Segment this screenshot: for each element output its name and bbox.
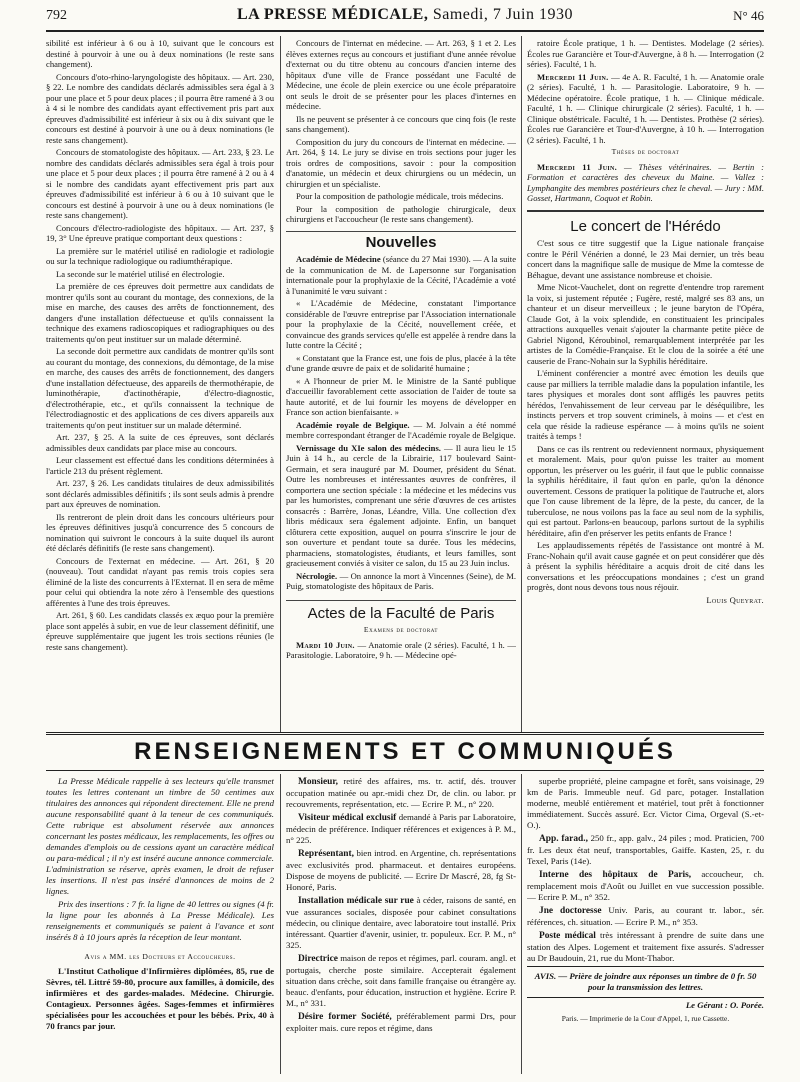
- concert-signature: Louis Queyrat.: [706, 594, 764, 605]
- avis-box: AVIS. — Prière de joindre aux réponses un timbre de 0 fr. 50 pour la transmission des lettres.: [527, 966, 764, 998]
- ads-intro-paragraph: La Presse Médicale rappelle à ses lecteurs qu'elle transmet toutes les lettres contenant un timbre de 50 centimes aux titulaires des annonces qui répondent directement. Elle ne prend aucune responsabilité quant à la teneur de ces communiqués. Cette rubrique est absolument réservée aux annonces concernant les postes médicaux, les remplacements, les offres ou demandes d'emplois ou de cessions ayant un caractère médical ou para-médical ; il n'y est inséré aucune annonce commerciale. L'administration se réserve, après examen, le droit de refuser les insertions. Il n'est pas inséré d'annonces de moins de 2 lignes.: [46, 776, 274, 896]
- avis-docteurs-heading: Avis a MM. les Docteurs et Accoucheurs.: [84, 952, 236, 961]
- nouvelles-item: [286, 443, 516, 569]
- nouvelles-item-text: — Il aura lieu le 15 Juin à 14 h., au cercle de la Librairie, 117 boulevard Saint-Germain, et sera inauguré par M. Doumer, président du Sénat. Outre les nombreuses et intéressantes œuvres de confrères, il comportera une section spéciale : la médecine et les médecins vus par les humoristes, comprenant une série d'œuvres de ces artistes consacrés : Barrère, Jonas, Léandre, Villa. Une collection d'ex libris médicaux sera également adjointe. Enfin, un banquet clôturera cette exposition, auquel on pourra s'inscrire le jour de son ouverture et pendant toute sa durée. Tous les médecins, pharmaciens, stomatologistes, étudiants, et leurs familles, sont gracieusement conviés à visiter ce salon, du 15 au 23 Juin inclus.: [286, 442, 516, 568]
- concert-paragraph: Mme Nicot-Vauchelet, dont on regrette d'entendre trop rarement la voix, si justement réputée ; Fugère, resté, malgré ses 83 ans, un chanteur et un diseur merveilleux ; le jeune baryton de l'Opéra, Claude Got, à la voix splendide, en constituaient les principales attractions auxquelles venait s'ajouter la charmante petite pièce de Gabriel Nigond, Kéroubinol, remarquablement interprétée par les artistes de la Comédie-Française. Et le clou de la soirée a été une causerie de Franc-Nohain sur la Syphilis héréditaire.: [527, 282, 764, 366]
- nouvelles-item-lead: Académie royale de Belgique.: [296, 419, 410, 430]
- faculte-subtitle: Examens de doctorat: [363, 625, 439, 634]
- concert-title: Le concert de l'Hérédo: [570, 217, 721, 235]
- regulation-paragraph: La seconde doit permettre aux candidats de montrer qu'ils sont au courant du montage, des connexions, du démontage, de la mise en marche, des causes des arrêts de fonctionnement, des dangers d'une installation défectueuse, des appareils de thermothérapie, de luminothérapie, d'actinothérapie, d'électro-diagnostic, d'électrothérapie, etc., et qu'ils connaissent la technique de l'électrodiagnostic et des applications de ces divers appareils aux traitements qu'on peut instituer sur un malade déterminé.: [46, 346, 274, 430]
- ads-column-1: [46, 776, 274, 1076]
- nouvelles-item-text: « Constatant que la France est, une fois de plus, placée à la tête d'une grande œuvre de paix et de solidarité humaine ;: [286, 352, 516, 373]
- exam-schedule-text: — 4e A. R. Faculté, 1 h. — Anatomie orale (2 séries). Faculté, 1 h. — Parasitologie. Laboratoire, 9 h. — Médecine opératoire. École pratique, 1 h. — Clinique médicale. Faculté, 1 h. — Clinique chirurgicale (2 séries). Faculté, 1 h. — Clinique obstétricale. Faculté, 1 h. — Dentistes. Prothèse (2 séries). Écoles rue Garancière et Tour-d'Auvergne, à 10 h. — Interrogation (2 séries). Faculté, 1 h.: [527, 71, 764, 145]
- section-divider: [286, 600, 516, 601]
- concert-paragraph: Dans ce cas ils rentrent ou redeviennent normaux, physiquement et moralement. Mais, pour qu'on puisse les traiter au moment opportun, les préserver ou les guérir, il faut que le public connaisse la syphilis héréditaire, il faut qu'on en parle, qu'on la dénonce ouvertement. Cessons de pratiquer la politique de l'autruche et, alors que l'on cause librement de la lèpre, de la peste, du cancer, de la tuberculose, ne nous voilons pas la face au seul nom de la syphilis, qui est partout. Parlons-en beaucoup, parlons surtout de la syphilis héréditaire, afin d'en préserver les petits enfants de France !: [527, 443, 764, 538]
- nouvelles-item: [286, 420, 516, 441]
- column-right: [527, 38, 764, 732]
- nouvelles-item: [286, 298, 516, 351]
- regulation-paragraph: La première de ces épreuves doit permettre aux candidats de montrer qu'ils sont au courant du montage, des connexions, de la mise en marche, des causes des arrêts de fonctionnement, des dangers d'une installation défectueuse et qu'ils connaissent la technique des examens radioscopiques et radiographiques ou des traitements qu'on peut instituer sur un malade déterminé.: [46, 281, 274, 344]
- column-regulations: [46, 38, 274, 728]
- nouvelles-item-text: — M. Jolvain a été nommé membre correspondant étranger de l'Académie royale de Belgique.: [286, 419, 516, 440]
- nouvelles-item: [286, 571, 516, 592]
- regulation-paragraph: Concours d'oto-rhino-laryngologiste des hôpitaux. — Art. 230, § 22. Le nombre des candidats déclarés admissibles sera égal à 3 pour une place et 5 pour deux places ; il pourra être ramené à 3 ou à 4 si le nombre des candidats ayant effectivement pris part aux épreuves d'admissibilité est inférieur à six ou à dix suivant que le concours est destiné à pourvoir à une ou à deux nominations (le reste sans changement).: [46, 71, 274, 145]
- classified-ad: [286, 953, 516, 1009]
- theses-day: Mercredi 11 Juin.: [537, 161, 618, 172]
- nouvelles-item-lead: Nécrologie.: [296, 570, 338, 581]
- theses-body: — Thèses vétérinaires. — Bertin : Formation et caractères des cheveux du Maine. — Vallez : Lymphangite des membres postérieurs chez le cheval. — Jury : MM. Gosset, Hartmann, Coquot et Robin.: [527, 161, 764, 203]
- regulation-paragraph: La première sur le matériel utilisé en radiologie et radiologie ou sur la technique radiologique ou radiumthérapique.: [46, 245, 274, 266]
- classified-ad-lead: Jne doctoresse: [539, 906, 602, 916]
- classified-ad: [286, 812, 516, 846]
- exam-schedule-text: ratoire École pratique, 1 h. — Dentistes. Modelage (2 séries). Écoles rue Garancière et Tour-d'Auvergne, à 8 h. — Interrogation (2 séries). Faculté, 1 h.: [527, 38, 764, 69]
- faculte-title: Actes de la Faculté de Paris: [307, 604, 495, 622]
- nouvelles-section: [286, 254, 516, 592]
- nouvelles-item-text: (séance du 27 Mai 1930). — A la suite de la communication de M. de Lapersonne sur l'organisation internationale pour la prophylaxie de la Cécité, l'Académie a voté à l'unanimité le vœu suivant :: [286, 254, 516, 296]
- banner-rule-bottom: [46, 770, 764, 771]
- concert-paragraph: Les applaudissements répétés de l'assistance ont montré à M. Franc-Nohain qu'il avait cause gagnée et on peut considérer que dès à présent la syphilis héréditaire a acquis droit de cité dans les conversations et les préoccupations mondaines ; c'est un grand progrès, dont nous devons tous nous réjouir.: [527, 540, 764, 592]
- classified-ad-text: accoucheur, ch. remplacement mois d'Août ou Juillet en vue succession possible. — Ecrire P. M., n° 352.: [527, 869, 764, 902]
- classified-ad-text: maison de repos et régimes, parl. couram. angl. et portugais, cherche poste similaire. Accepterait également situation dans crèche, soit dans famille française ou étrangère ay. beauc. d'enfants, pour éducation, instruction et hygiène. Ecrire P. M., n° 331.: [286, 953, 516, 1008]
- regulation-paragraph: Art. 237, § 26. Les candidats titulaires de deux admissibilités sont déclarés admissibles définitifs ; ils sont seuls admis à prendre part aux épreuves de nomination.: [46, 478, 274, 509]
- regulation-paragraph: La seconde sur le matériel utilisé en électrologie.: [56, 268, 225, 279]
- column-middle: [286, 38, 516, 732]
- regulation-paragraph: sibilité est inférieur à 6 ou à 10, suivant que le concours est destiné à pourvoir à une ou à deux nominations (le reste sans changement).: [46, 38, 274, 69]
- nouvelles-item-text: « L'Académie de Médecine, constatant l'importance considérable de l'œuvre entreprise par l'Association internationale pour la prophylaxie de la Cécité, nouvellement créée, et convaincue des grands services qu'elle est appelée à rendre dans la lutte contre la Cécité ;: [286, 298, 516, 350]
- classified-ad-lead: Directrice: [298, 954, 338, 964]
- theses-text: [527, 162, 764, 204]
- classified-ad-lead: Monsieur,: [298, 777, 339, 787]
- ads-column-2: [286, 776, 516, 1076]
- internat-paragraph: Ils ne peuvent se présenter à ce concours que cinq fois (le reste sans changement).: [286, 113, 516, 134]
- classified-ad: [527, 776, 764, 831]
- classified-ad-lead: Visiteur médical exclusif: [298, 813, 397, 823]
- internat-paragraph: Pour la composition de pathologie chirurgicale, deux chirurgiens et l'accoucheur (le reste sans changement).: [286, 203, 516, 224]
- masthead-rule: [46, 30, 764, 32]
- classified-ad-text: 250 fr., app. galv., 24 piles ; mod. Praticien, 700 fr. Les deux état neuf, transportables, Gaiffe. Kasten, 25, r. du Texel, Paris (14e).: [527, 833, 764, 866]
- classified-ad-text: à céder, raisons de santé, en vue assurances sociales, disposée pour cabinet consultations médecin, ou clinique dentaire, avec laboratoire tout installé. Prix intéressant. Quartier d'avenir, usinier, tr. populeux. Ecr. P. M., n° 325.: [286, 895, 516, 950]
- ads-column-3-list: [527, 776, 764, 964]
- issue-date: Samedi, 7 Juin 1930: [428, 6, 573, 23]
- concert-article: [527, 238, 764, 593]
- classified-ad: [286, 848, 516, 893]
- regulation-paragraph: Concours de l'externat en médecine. — Art. 261, § 20 (nouveau). Tout candidat n'ayant pas remis trois copies sera éliminé de la liste des concurrents à l'Externat. Il en sera de même pour celui qui obtiendra la note zéro à l'ensemble des questions afférentes à l'une des trois épreuves.: [46, 555, 274, 608]
- internat-paragraph: Composition du jury du concours de l'internat en médecine. — Art. 264, § 14. Le jury se divise en trois sections pour juger les trois ordres de compositions, savoir : pour la composition d'anatomie, un médecin et deux chirurgiens ou un médecin, un chirurgien et un spécialiste.: [286, 136, 516, 189]
- faculte-continued: [527, 38, 764, 145]
- classified-ad-text: très intéressant à prendre de suite dans une station des Alpes. Logement et traitement fixe assurés. S'adresser au Dr Baudouin, 21, rue du Mont-Thabor.: [527, 930, 764, 963]
- paper-name: LA PRESSE MÉDICALE,: [237, 6, 429, 23]
- classified-ad: [527, 930, 764, 964]
- regulation-paragraph: Art. 237, § 25. A la suite de ces épreuves, sont déclarés admissibles deux candidats par place mise au concours.: [46, 432, 274, 453]
- classified-ad-lead: Désire former Société,: [298, 1012, 392, 1022]
- regulation-paragraph: Art. 261, § 60. Les candidats classés ex æquo pour la première place sont appelés à subir, en vue de leur classement définitif, une épreuve supplémentaire que jugent les trois sections réunies (le reste sans changement).: [46, 610, 274, 652]
- regulation-paragraph: Concours d'électro-radiologiste des hôpitaux. — Art. 237, § 19, 3° Une épreuve pratique comportant deux questions :: [46, 222, 274, 243]
- classified-ad: [527, 833, 764, 867]
- concert-paragraph: L'éminent conférencier a montré avec émotion les deuils que cause par milliers la terrible maladie dans la population infantile, les tares physiques et morales dont sont affligés les pauvres petits hérédos, l'envahissement de leur cerveau par le déséquilibre, les instincts pervers et trop souvent criminels, à moins — et c'est en cela que réside la radieuse espérance — à moins qu'ils ne soient traités à temps !: [527, 368, 764, 441]
- concert-paragraph: C'est sous ce titre suggestif que la Ligue nationale française contre le Péril Vénérien a donné, le 23 Mai dernier, un très beau concert dans la magnifique salle de musique de Mme la comtesse de Béhague, devant une assistance nombreuse et choisie.: [527, 238, 764, 280]
- nouvelles-item: [286, 376, 516, 418]
- classified-ad-text: Univ. Paris, au courant tr. labor., sér. références, ch. situation. — Ecrire P. M., n° 353.: [527, 905, 764, 927]
- regulation-paragraph: Ils rentreront de plein droit dans les concours ultérieurs pour les épreuves définitives jusqu'à concurrence des 5 concours de nomination qui suivront le concours à la suite duquel ils auront été déclarés définitifs (le reste sans changement).: [46, 511, 274, 553]
- classified-ad: [286, 1011, 516, 1034]
- section-divider: [527, 210, 764, 212]
- classified-ad-lead: Installation médicale sur rue: [298, 896, 414, 906]
- column-divider: [280, 36, 281, 732]
- regulation-paragraph: Concours de stomatologiste des hôpitaux. — Art. 233, § 23. Le nombre des candidats déclarés admissibles sera égal à trois pour une place et 5 pour deux places ; il pourra être ramené à 2 ou à 4 si le nombre des candidats ayant effectivement pris part aux épreuves d'admissibilité est inférieur à 6 ou à 10 suivant que le concours est destiné à pourvoir à une ou à deux nominations (le reste sans changement).: [46, 147, 274, 220]
- banner-rule-top: [46, 732, 764, 735]
- classified-ad-text: superbe propriété, pleine campagne et forêt, sans voisinage, 29 km de Paris. Immeuble neuf. Gd parc, potager. Installation moderne, meublé entièrement et matériel, tout prêt à fonctionner immédiatement. Succès assuré. Ecr. Victor Cima, Orgeval (S.-et-O.).: [527, 776, 764, 830]
- column-divider: [521, 774, 522, 1074]
- column-divider: [280, 774, 281, 1074]
- regulation-paragraph: Leur classement est effectué dans les conditions déterminées à l'article 213 du présent règlement.: [46, 455, 274, 476]
- classified-ad: [286, 776, 516, 810]
- ads-intro-paragraph: Prix des insertions : 7 fr. la ligne de 40 lettres ou signes (4 fr. la ligne pour les abonnés à La Presse Médicale). Les renseignements et communiqués se paient à l'avance et sont insérés 8 à 10 jours après la réception de leur montant.: [46, 899, 274, 942]
- printer-line: Paris. — Imprimerie de la Cour d'Appel, 1, rue Cassette.: [561, 1014, 730, 1023]
- renseignements-banner: RENSEIGNEMENTS ET COMMUNIQUÉS: [134, 738, 676, 765]
- exam-schedule-lead: Mercredi 11 Juin.: [537, 71, 609, 82]
- ads-intro: [46, 776, 274, 943]
- classified-ad-text: retiré des affaires, ms. tr. actif, dés. trouver occupation matinée ou apr.-midi chez Dr, de clin. ou labor. pr recouvrements, représentation, etc. — Ecrire P. M., n° 220.: [286, 776, 516, 809]
- nouvelles-item-lead: Académie de Médecine: [296, 254, 381, 264]
- masthead-title: [46, 6, 764, 24]
- exam-schedule: [527, 72, 764, 146]
- column-divider: [521, 36, 522, 732]
- classified-ad-text: préférablement parmi Drs, pour exploiter mais. cure repos et régime, dans: [286, 1011, 516, 1033]
- classified-ad-lead: App. farad.,: [539, 834, 588, 844]
- internat-regulations: [286, 38, 516, 225]
- faculte-day: Mardi 10 Juin.: [296, 639, 355, 650]
- gerant-line: Le Gérant : O. Porée.: [685, 1000, 764, 1010]
- classified-ad-lead: Interne des hôpitaux de Paris,: [539, 870, 692, 880]
- classified-ad-lead: Poste médical: [539, 931, 596, 941]
- exam-schedule: [527, 38, 764, 70]
- institut-ad: L'Institut Catholique d'Infirmières diplômées, 85, rue de Sèvres, tél. Littré 59-80, procure aux familles, à domicile, des infirmières et des gardes-malades. Médecine. Chirurgie. Contagieux. Personnes âgées. Sages-femmes et infirmières spécialisées pour les accouchées et pour les bébés. Prix, 40 à 70 francs par jour.: [46, 966, 274, 1031]
- page-number: 792: [46, 8, 67, 23]
- classified-ad-text: demandé à Paris par Laboratoire, médecin de préférence. Indiquer références et exigences à P. M., n° 225.: [286, 812, 516, 845]
- nouvelles-item-lead: Vernissage du XIe salon des médecins.: [296, 442, 441, 453]
- issue-number: N° 46: [733, 8, 764, 23]
- classified-ad: [527, 905, 764, 928]
- section-divider: [286, 231, 516, 232]
- classified-ad: [527, 869, 764, 903]
- internat-paragraph: Pour la composition de pathologie médicale, trois médecins.: [296, 191, 504, 201]
- nouvelles-title: Nouvelles: [365, 233, 437, 251]
- internat-paragraph: Concours de l'internat en médecine. — Art. 263, § 1 et 2. Les élèves externes reçus au concours et justifiant d'une année révolue d'externat ou du titre obtenu au concours d'ancien interne des hôpitaux d'une ville de France possédant une Faculté de Médecine, une école de plein exercice ou une école préparatoire ont seuls le droit de se présenter pour les places d'internes en médecine.: [286, 38, 516, 111]
- theses-heading: Thèses de doctorat: [611, 147, 680, 156]
- classified-ad: [286, 895, 516, 951]
- faculte-schedule: [286, 640, 516, 661]
- faculte-text: — Anatomie orale (2 séries). Faculté, 1 h. — Parasitologie. Laboratoire, 9 h. — Médecine opé-: [286, 639, 516, 660]
- classified-ad-lead: Représentant,: [298, 849, 354, 859]
- nouvelles-item: [286, 254, 516, 296]
- classified-ad-text: bien introd. en Argentine, ch. représentations avec exclusivités prod. pharmaceut. et dentaires européens. Dispose de moyens de publicité. — Ecrire Dr Mascré, 28, fg St-Honoré, Paris.: [286, 848, 516, 892]
- nouvelles-item-text: « A l'honneur de prier M. le Ministre de la Santé publique d'accueillir favorablement cette association de l'aider de toute sa haute autorité, et de lui fournir les moyens de développer en France son action bienfaisante. »: [286, 375, 516, 417]
- nouvelles-item-text: — On annonce la mort à Vincennes (Seine), de M. Puig, stomatologiste des hôpitaux de Paris.: [286, 570, 516, 591]
- nouvelles-item: [286, 353, 516, 374]
- ads-column-3: [527, 776, 764, 1076]
